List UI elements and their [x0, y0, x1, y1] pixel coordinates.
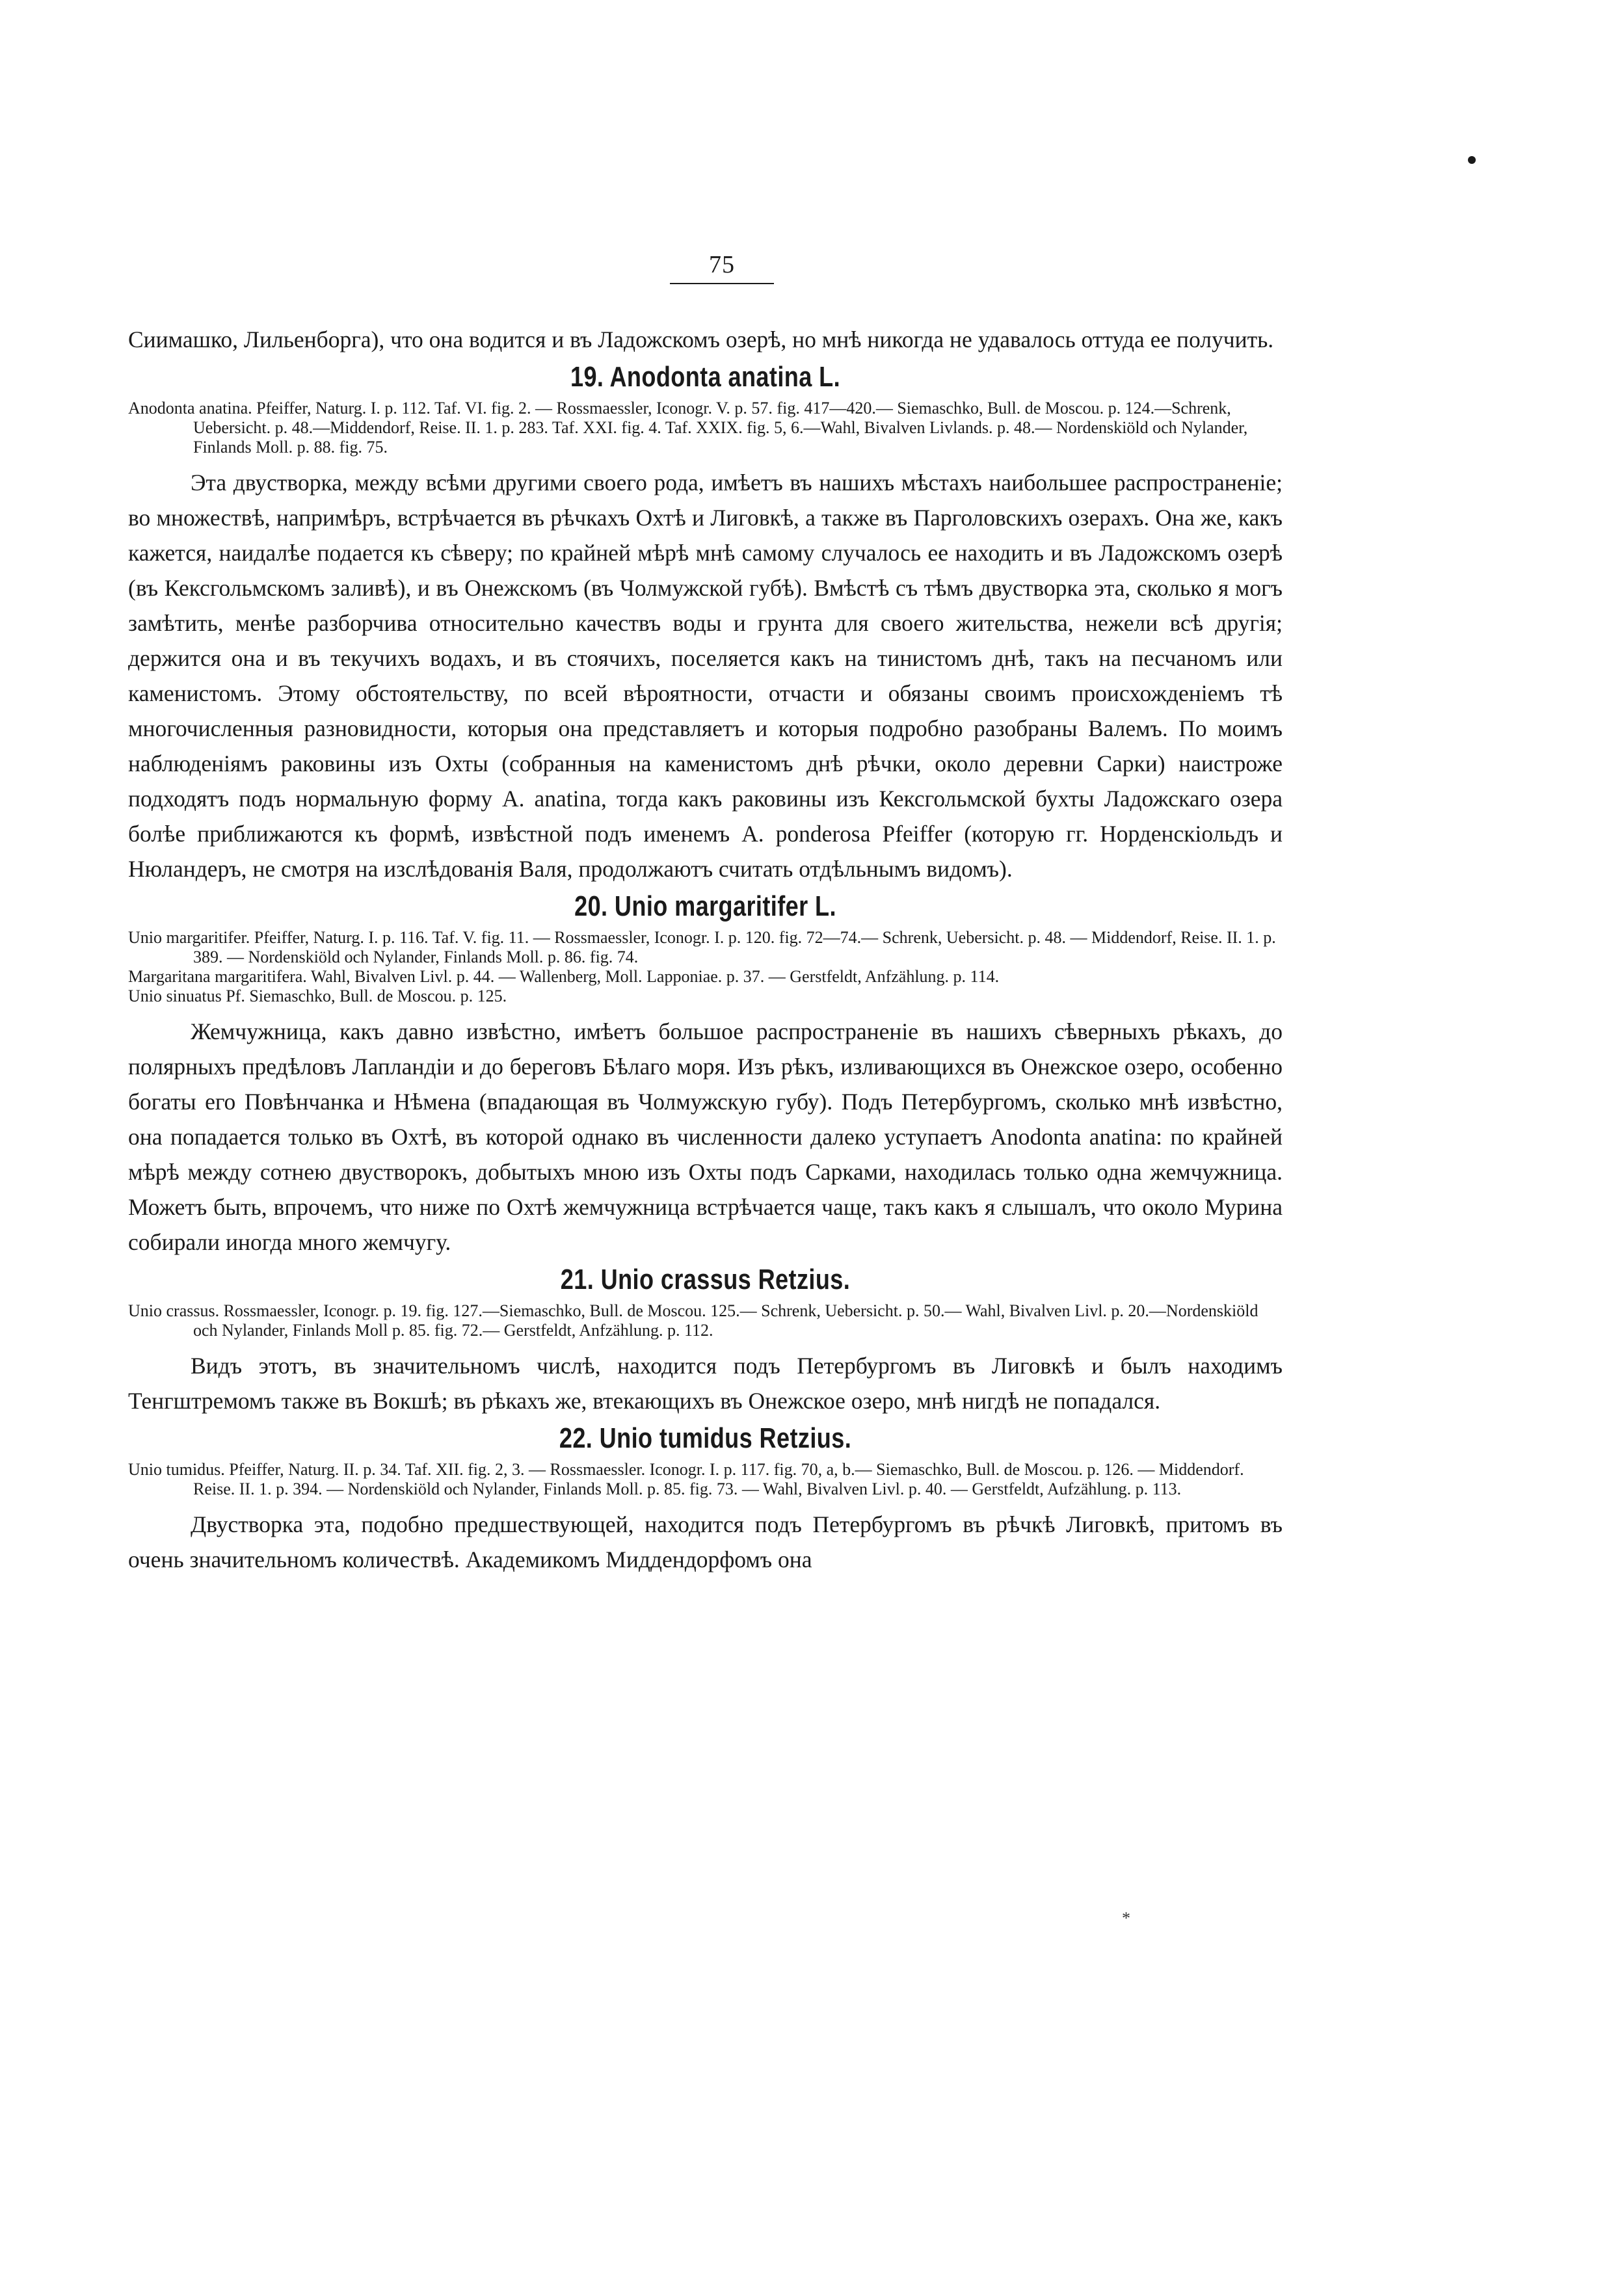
references-unio-tumidus [128, 1460, 1283, 1499]
reference-entry: Anodonta anatina. Pfeiffer, Naturg. I. p. 112. Taf. VI. fig. 2. — Rossmaessler, Iconogr. V. p. 57. fig. 417—420.— Siemaschko, Bull. de Moscou. p. 124.—Schrenk, Uebersicht. p. 48.—Middendorf, Reise. II. 1. p. 283. Taf. XXI. fig. 4. Taf. XXIX. fig. 5, 6.—Wahl, Bivalven Livlands. p. 48.— Nordenskiöld och Nylander, Finlands Moll. p. 88. fig. 75. [128, 399, 1248, 457]
reference-entry: Unio margaritifer. Pfeiffer, Naturg. I. p. 116. Taf. V. fig. 11. — Rossmaessler, Iconogr. I. p. 120. fig. 72—74.— Schrenk, Uebersicht. p. 48. — Middendorf, Reise. II. 1. p. 389. — Nordenskiöld och Nylander, Finlands Moll. p. 86. fig. 74. [128, 928, 1276, 966]
reference-entry: Margaritana margaritifera. Wahl, Bivalven Livl. p. 44. — Wallenberg, Moll. Lapponiae. p. 37. — Gerstfeldt, Anfzählung. p. 114. [128, 967, 1000, 986]
section-heading-anodonta-anatina: 19. Anodonta anatina L. [570, 361, 841, 393]
intro-paragraph: Сиимашко, Лильенборга), что она водится и въ Ладожскомъ озерѣ, но мнѣ никогда не удавалось оттуда ее получить. [128, 326, 1274, 352]
body-paragraph: Жемчужница, какъ давно извѣстно, имѣетъ большое распространеніе въ нашихъ сѣверныхъ рѣкахъ, до полярныхъ предѣловъ Лапландіи и до береговъ Бѣлаго моря. Изъ рѣкъ, изливающихся въ Онежское озеро, особенно богаты его Повѣнчанка и Нѣмена (впадающая въ Чолмужскую губу). Подъ Петербургомъ, сколько мнѣ извѣстно, она попадается только въ Охтѣ, въ которой однако въ численности далеко уступаетъ Anodonta anatina: по крайней мѣрѣ между сотнею двустворокъ, добытыхъ мною изъ Охты подъ Сарками, находилась только одна жемчужница. Можетъ быть, впрочемъ, что ниже по Охтѣ жемчужница встрѣчается чаще, такъ какъ я слышалъ, что около Мурина собирали иногда много жемчугу. [128, 1018, 1283, 1255]
section-heading-unio-tumidus: 22. Unio tumidus Retzius. [559, 1422, 852, 1454]
reference-entry: Unio tumidus. Pfeiffer, Naturg. II. p. 34. Taf. XII. fig. 2, 3. — Rossmaessler. Iconogr. I. p. 117. fig. 70, a, b.— Siemaschko, Bull. de Moscou. p. 126. — Middendorf. Reise. II. 1. p. 394. — Nordenskiöld och Nylander, Finlands Moll. p. 85. fig. 73. — Wahl, Bivalven Livl. p. 40. — Gerstfeldt, Aufzählung. p. 113. [128, 1460, 1244, 1498]
section-heading-unio-margaritifer: 20. Unio margaritifer L. [574, 890, 836, 922]
page-number: 75 [670, 250, 774, 284]
section-heading-unio-crassus: 21. Unio crassus Retzius. [560, 1264, 851, 1295]
body-paragraph: Двустворка эта, подобно предшествующей, находится подъ Петербургомъ въ рѣчкѣ Лиговкѣ, притомъ въ очень значительномъ количествѣ. Академикомъ Миддендорфомъ она [128, 1511, 1283, 1572]
references-unio-crassus [128, 1301, 1283, 1340]
reference-entry: Unio crassus. Rossmaessler, Iconogr. p. 19. fig. 127.—Siemaschko, Bull. de Moscou. 125.— Schrenk, Uebersicht. p. 50.— Wahl, Bivalven Livl. p. 20.—Nordenskiöld och Nylander, Finlands Moll p. 85. fig. 72.— Gerstfeldt, Anfzählung. p. 112. [128, 1301, 1258, 1340]
body-paragraph: Эта двустворка, между всѣми другими своего рода, имѣетъ въ нашихъ мѣстахъ наибольшее распространеніе; во множествѣ, напримѣръ, встрѣчается въ рѣчкахъ Охтѣ и Лиговкѣ, а также въ Парголовскихъ озерахъ. Она же, какъ кажется, наидалѣе подается къ сѣверу; по крайней мѣрѣ мнѣ самому случалось ее находить и въ Ладожскомъ озерѣ (въ Кексгольмскомъ заливѣ), и въ Онежскомъ (въ Чолмужской губѣ). Вмѣстѣ съ тѣмъ двустворка эта, сколько я могъ замѣтить, менѣе разборчива относительно качествъ воды и грунта для своего жительства, нежели всѣ другія; держится она и въ текучихъ водахъ, и въ стоячихъ, поселяется какъ на тинистомъ днѣ, такъ на песчаномъ или каменистомъ. Этому обстоятельству, по всей вѣроятности, отчасти и обязаны своимъ происхожденіемъ тѣ многочисленныя разновидности, которыя она представляетъ и которыя подробно разобраны Валемъ. По моимъ наблюденіямъ раковины изъ Охты (собранныя на каменистомъ днѣ рѣчки, около деревни Сарки) наистроже подходятъ подъ нормальную форму A. anatina, тогда какъ раковины изъ Кексгольмской бухты Ладожскаго озера болѣе приближаются къ формѣ, извѣстной подъ именемъ A. ponderosa Pfeiffer (которую гг. Норденскіольдъ и Нюландеръ, не смотря на изслѣдованія Валя, продолжаютъ считать отдѣльнымъ видомъ). [128, 470, 1283, 882]
page-body [128, 322, 1283, 1577]
references-unio-margaritifer [128, 928, 1283, 1006]
references-anodonta-anatina [128, 399, 1283, 457]
reference-entry: Unio sinuatus Pf. Siemaschko, Bull. de Moscou. p. 125. [128, 987, 507, 1005]
body-paragraph: Видъ этотъ, въ значительномъ числѣ, находится подъ Петербургомъ въ Лиговкѣ и былъ находимъ Тенгштремомъ также въ Вокшѣ; въ рѣкахъ же, втекающихъ въ Онежское озеро, мнѣ нигдѣ не попадался. [128, 1353, 1283, 1414]
footer-signature-mark: * [1122, 1909, 1130, 1928]
ink-dot [1468, 156, 1476, 164]
